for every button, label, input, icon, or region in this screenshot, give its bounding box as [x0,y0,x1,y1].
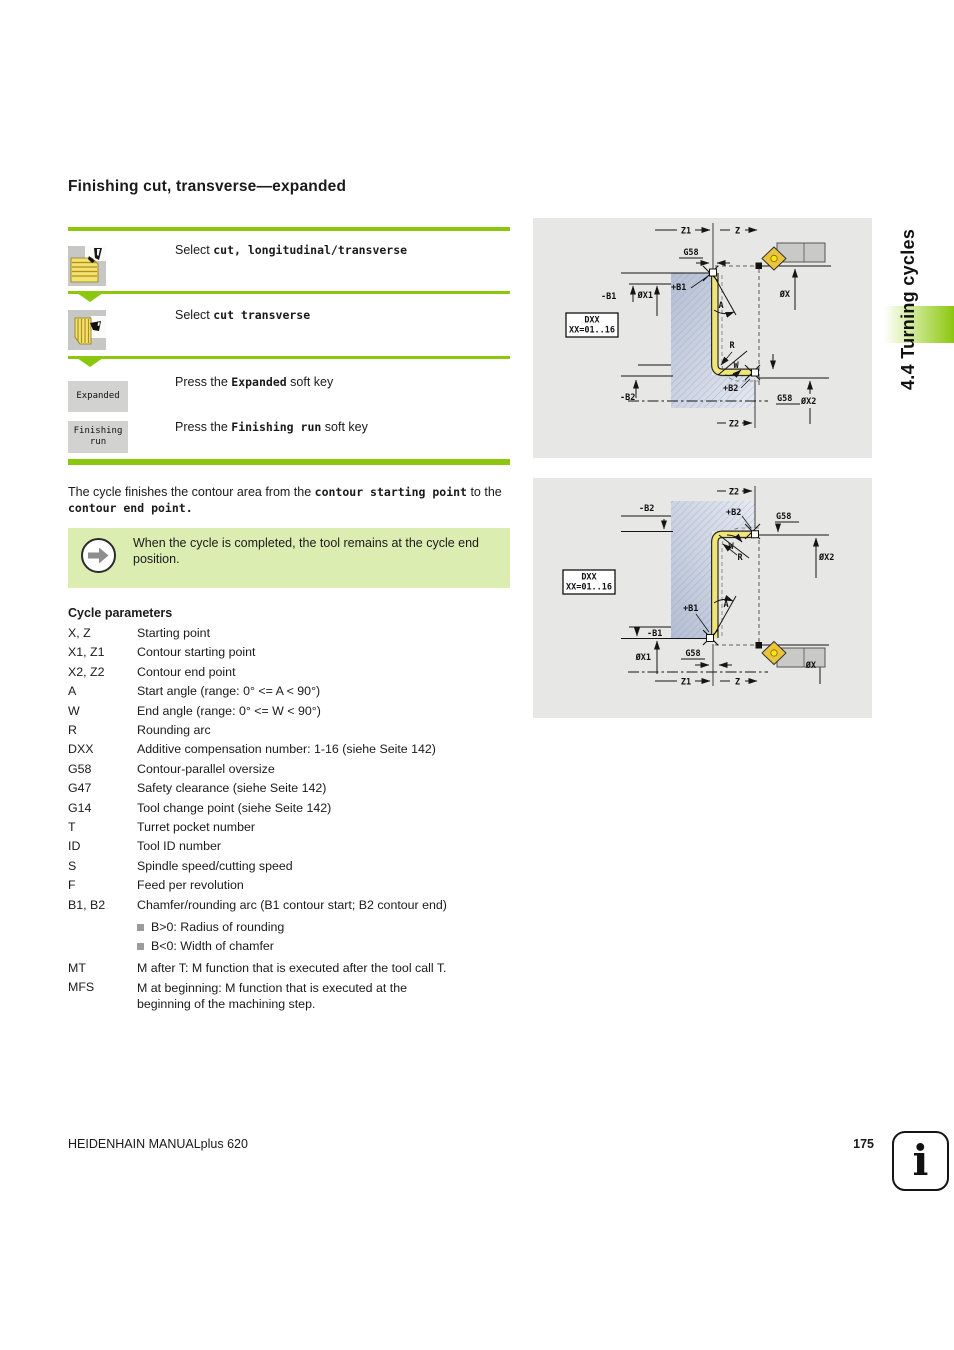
cut-longitudinal-transverse-icon[interactable] [68,246,106,286]
param-desc: M after T: M function that is executed after the tool call T. [137,960,447,975]
step-3-suffix: soft key [286,375,334,389]
param-key: ID [68,839,81,854]
param-row [68,857,510,876]
param-row [68,740,510,759]
bullet-row [137,918,510,937]
dim-label-w: W [733,361,739,371]
footer-manual-name: HEIDENHAIN MANUALplus 620 [68,1137,248,1151]
param-key: X, Z [68,626,91,640]
divider-bar-top [68,227,510,231]
dim-label-z: Z [734,226,741,237]
dim-label-z2: Z2 [728,419,740,430]
param-key: G47 [68,781,92,796]
intro-text-1: The cycle finishes the contour area from the [68,485,315,499]
param-desc: Starting point [137,626,211,640]
param-desc: Contour starting point [137,645,256,660]
step-4-text [175,420,510,434]
dim-label-dx: ØX [805,661,816,671]
param-key: B1, B2 [68,897,106,912]
param-key: R [68,723,77,738]
param-key: X2, Z2 [68,664,105,679]
param-desc: End angle (range: 0° <= W < 90°) [137,703,321,718]
param-row [68,896,510,915]
param-key: W [68,703,80,718]
step-1-prefix: Select [175,243,214,257]
dim-label-dx1: ØX1 [637,291,653,301]
param-row [68,837,510,856]
param-desc: M at beginning: M function that is executed at the beginning of the machining step. [137,980,408,1012]
dim-label-plus-b2: +B2 [726,508,742,518]
contour-start-point-marker [710,269,717,276]
bullet-square-icon [137,924,144,931]
param-key: MFS [68,979,95,994]
dim-label-z: Z [734,677,741,688]
param-key: MT [68,960,86,975]
param-desc: Tool ID number [137,839,222,854]
param-row [68,624,510,643]
param-desc: Additive compensation number: 1-16 (siehe Seite 142) [137,742,436,757]
dim-label-minus-b2: -B2 [620,393,636,403]
step-arrow-down-icon-2 [77,358,103,367]
finishing-run-softkey[interactable]: Finishing run [68,421,128,453]
param-row [68,702,510,721]
note-box [68,528,510,588]
dim-label-minus-b1: -B1 [647,629,663,639]
b1b2-bullets [137,918,510,956]
param-key: DXX [68,742,94,757]
param-key: T [68,820,76,835]
cycle-diagram-transverse [533,218,872,458]
param-row [68,779,510,798]
dim-label-g58-top: G58 [776,512,792,522]
contour-end-point-marker [752,369,759,376]
dim-label-dx2: ØX2 [801,397,817,407]
step-3-text [175,375,510,389]
dim-label-w: W [728,542,734,552]
bullet-text: B<0: Width of chamfer [151,939,274,954]
dim-label-r: R [737,553,743,563]
step-2-text [175,308,510,322]
dxx-box-line1: DXX [581,572,597,583]
dim-label-z2: Z2 [728,487,740,498]
dim-label-z1: Z1 [680,226,692,237]
divider-bar-bottom [68,459,510,465]
step-4-prefix: Press the [175,420,232,434]
cut-transverse-icon[interactable] [68,310,106,350]
step-1-code: cut, longitudinal/transverse [213,243,408,257]
param-desc: Chamfer/rounding arc (B1 contour start; B2 contour end) [137,897,447,912]
dim-label-g58-top: G58 [683,248,699,258]
page-title: Finishing cut, transverse—expanded [68,178,347,195]
dxx-box-line2: XX=01..16 [565,582,613,593]
diagram-panel-1 [533,218,872,458]
chapter-label: 4.4 Turning cycles [898,228,918,390]
note-text: When the cycle is completed, the tool remains at the cycle end position. [133,536,480,566]
param-key: G14 [68,800,92,815]
param-desc: Tool change point (siehe Seite 142) [137,800,332,815]
param-key: A [68,684,77,699]
param-key: F [68,878,76,893]
param-row [68,682,510,701]
step-4-code: Finishing run [231,420,322,434]
param-desc: Turret pocket number [137,820,255,835]
dim-label-dx2: ØX2 [819,553,835,563]
param-row [68,818,510,837]
param-key: S [68,858,77,873]
dim-label-dx: ØX [779,290,790,300]
dim-label-g58-bottom: G58 [777,394,793,404]
param-row [68,959,510,978]
cycle-diagram-transverse-mirrored [533,478,872,718]
param-row [68,760,510,779]
dim-label-z1: Z1 [680,677,692,688]
dim-label-plus-b1: +B1 [671,283,687,293]
parameters-heading: Cycle parameters [68,606,173,620]
param-row [68,721,510,740]
param-row [68,876,510,895]
param-desc: Feed per revolution [137,878,244,893]
param-row [68,978,510,1012]
dim-label-r: R [729,341,735,351]
param-key: X1, Z1 [68,645,105,660]
intro-paragraph [68,484,513,516]
dxx-box-line1: DXX [584,315,600,326]
tool-reference-point [756,642,763,649]
param-desc: Rounding arc [137,723,211,738]
bullet-square-icon [137,943,144,950]
param-desc: Contour end point [137,664,236,679]
step-3-prefix: Press the [175,375,232,389]
intro-code-1: contour starting point [314,485,467,499]
param-row [68,643,510,662]
param-key: G58 [68,761,92,776]
param-row [68,799,510,818]
param-desc: Spindle speed/cutting speed [137,858,293,873]
expanded-softkey[interactable]: Expanded [68,381,128,412]
contour-end-point-marker [752,531,759,538]
intro-code-2: contour end point. [68,501,193,515]
step-separator-line-2 [68,356,510,359]
step-4-suffix: soft key [321,420,368,434]
page-number: 175 [853,1137,874,1151]
note-arrow-icon [80,537,117,574]
intro-text-2: to the [466,485,502,499]
bullet-row [137,937,510,956]
dim-label-a: A [723,600,729,610]
info-icon-glyph: i [912,1136,929,1185]
step-1-text [175,243,510,257]
diagram-panel-2 [533,478,872,718]
dxx-box-line2: XX=01..16 [568,325,616,336]
dim-label-g58-bottom: G58 [685,649,701,659]
bullet-text: B>0: Radius of rounding [151,920,285,935]
param-desc: Safety clearance (siehe Seite 142) [137,781,327,796]
param-desc: Contour-parallel oversize [137,761,275,776]
parameters-list [68,624,510,1012]
dim-label-minus-b2: -B2 [639,504,655,514]
step-arrow-down-icon-1 [77,293,103,302]
dim-label-a: A [718,301,724,311]
dim-label-minus-b1: -B1 [601,292,617,302]
contour-start-point-marker [707,635,714,642]
param-desc: Start angle (range: 0° <= A < 90°) [137,684,321,699]
dim-label-dx1: ØX1 [635,653,651,663]
param-row [68,663,510,682]
tool-reference-point [756,263,763,270]
info-icon [892,1131,949,1191]
dim-label-plus-b1: +B1 [683,604,699,614]
step-2-code: cut transverse [213,308,311,322]
step-3-code: Expanded [231,375,287,389]
step-2-prefix: Select [175,308,214,322]
step-separator-line-1 [68,291,510,294]
dim-label-plus-b2: +B2 [723,384,739,394]
